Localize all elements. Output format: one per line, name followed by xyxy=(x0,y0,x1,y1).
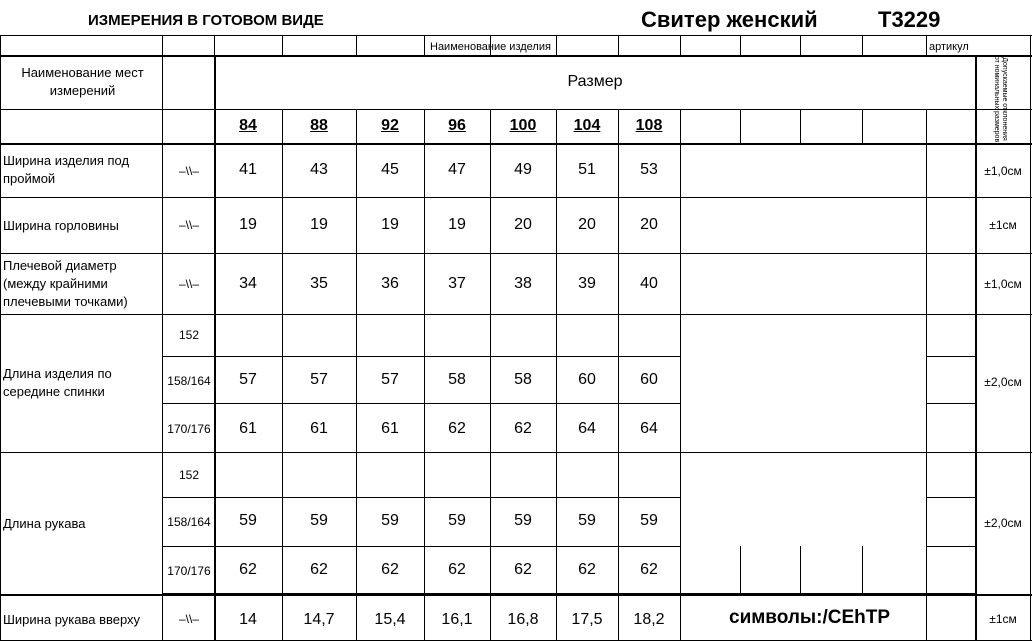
grid-hline xyxy=(0,109,1032,110)
tolerance-chest: ±1,0см xyxy=(984,164,1022,178)
grid-vline xyxy=(214,35,215,55)
row-label-sleeve: Длина рукава xyxy=(3,516,86,531)
grid-hline xyxy=(976,253,1032,254)
value-cell: 62 xyxy=(239,561,257,578)
grid-vline xyxy=(926,35,927,55)
value-cell: 62 xyxy=(381,561,399,578)
value-cell: 59 xyxy=(239,512,257,529)
grid-vline xyxy=(800,35,801,55)
grid-vline xyxy=(740,109,741,143)
grid-vline xyxy=(862,109,863,143)
height-170-176-length: 170/176 xyxy=(167,422,211,436)
height-152-length: 152 xyxy=(178,328,200,342)
value-cell: 35 xyxy=(310,275,328,292)
value-cell: 62 xyxy=(640,561,658,578)
value-cell: 16,1 xyxy=(441,611,473,628)
tolerance-shoulder: ±1,0см xyxy=(984,277,1022,291)
grid-vline xyxy=(490,314,491,640)
grid-vline xyxy=(680,143,681,640)
grid-hline xyxy=(976,197,1032,198)
grid-vline xyxy=(618,314,619,640)
value-cell: 59 xyxy=(310,512,328,529)
grid-vline xyxy=(862,546,863,594)
grid-vline xyxy=(214,55,216,640)
grid-hline xyxy=(976,452,1032,453)
grid-hline xyxy=(976,314,1032,315)
value-cell: 40 xyxy=(640,275,658,292)
grid-vline xyxy=(800,109,801,143)
value-cell: 45 xyxy=(381,161,399,178)
size-100: 100 xyxy=(509,117,537,134)
value-cell: 62 xyxy=(448,420,466,437)
height-158-164-sleeve: 158/164 xyxy=(167,515,211,529)
value-cell: 39 xyxy=(578,275,596,292)
row-label-shoulder: Плечевой диаметр (между крайними плечевыми точками) xyxy=(3,258,128,309)
row-label-chest: Ширина изделия под проймой xyxy=(3,153,130,186)
value-cell: 37 xyxy=(448,275,466,292)
grid-hline xyxy=(162,497,680,498)
height-158-164-length: 158/164 xyxy=(167,374,211,388)
grid-vline xyxy=(680,109,681,143)
size-88: 88 xyxy=(310,117,328,134)
value-cell: 20 xyxy=(640,216,658,233)
grid-vline xyxy=(862,35,863,55)
grid-vline xyxy=(356,35,357,55)
value-cell: 51 xyxy=(578,161,596,178)
grid-hline xyxy=(0,314,976,315)
grid-vline xyxy=(282,35,283,55)
value-cell: 57 xyxy=(310,371,328,388)
value-cell: 59 xyxy=(514,512,532,529)
grid-vline xyxy=(800,546,801,594)
grid-hline xyxy=(0,143,1032,145)
grid-hline xyxy=(0,35,1032,36)
value-cell: 20 xyxy=(578,216,596,233)
sheet-title: ИЗМЕРЕНИЯ В ГОТОВОМ ВИДЕ xyxy=(88,12,324,29)
row-label-sleeve-top: Ширина рукава вверху xyxy=(3,612,141,627)
value-cell: 15,4 xyxy=(374,611,406,628)
value-cell: 62 xyxy=(514,561,532,578)
row-marker-neck: –\\– xyxy=(178,218,199,232)
tolerance-neck: ±1см xyxy=(989,218,1017,232)
grid-hline xyxy=(162,356,680,357)
value-cell: 36 xyxy=(381,275,399,292)
symbols-note: символы:/CEhTP xyxy=(729,607,891,628)
value-cell: 34 xyxy=(239,275,257,292)
value-cell: 16,8 xyxy=(507,611,539,628)
grid-vline xyxy=(1030,35,1031,640)
value-cell: 59 xyxy=(448,512,466,529)
value-cell: 59 xyxy=(578,512,596,529)
value-cell: 62 xyxy=(310,561,328,578)
value-cell: 19 xyxy=(239,216,257,233)
value-cell: 59 xyxy=(381,512,399,529)
value-cell: 19 xyxy=(310,216,328,233)
row-marker-shoulder: –\\– xyxy=(178,277,199,291)
grid-hline xyxy=(0,594,1032,596)
value-cell: 57 xyxy=(381,371,399,388)
product-label: Наименование изделия xyxy=(430,41,551,53)
grid-vline xyxy=(740,546,741,594)
value-cell: 19 xyxy=(381,216,399,233)
value-cell: 19 xyxy=(448,216,466,233)
value-cell: 59 xyxy=(640,512,658,529)
grid-hline xyxy=(0,55,1032,57)
size-84: 84 xyxy=(239,117,257,134)
grid-vline xyxy=(740,35,741,55)
value-cell: 14,7 xyxy=(303,611,335,628)
tolerance-sleeve: ±2,0см xyxy=(984,516,1022,530)
grid-hline xyxy=(0,197,976,198)
tolerance-length: ±2,0см xyxy=(984,375,1022,389)
value-cell: 53 xyxy=(640,161,658,178)
row-label-neck: Ширина горловины xyxy=(3,218,119,233)
size-96: 96 xyxy=(448,117,466,134)
value-cell: 20 xyxy=(514,216,532,233)
grid-vline xyxy=(162,35,163,640)
value-cell: 38 xyxy=(514,275,532,292)
value-cell: 47 xyxy=(448,161,466,178)
grid-hline xyxy=(926,356,976,357)
row-marker-chest: –\\– xyxy=(178,164,199,178)
value-cell: 62 xyxy=(448,561,466,578)
value-cell: 18,2 xyxy=(633,611,665,628)
value-cell: 58 xyxy=(448,371,466,388)
tolerance-sleeve-top: ±1см xyxy=(989,612,1017,626)
grid-hline xyxy=(162,403,680,404)
value-cell: 61 xyxy=(310,420,328,437)
value-cell: 58 xyxy=(514,371,532,388)
grid-hline xyxy=(926,403,976,404)
grid-hline xyxy=(926,546,976,547)
product-code: Т3229 xyxy=(878,7,941,32)
value-cell: 57 xyxy=(239,371,257,388)
grid-vline xyxy=(926,109,927,640)
value-cell: 62 xyxy=(578,561,596,578)
grid-vline xyxy=(282,314,283,640)
value-cell: 14 xyxy=(239,611,257,628)
grid-vline xyxy=(424,35,425,55)
value-cell: 60 xyxy=(578,371,596,388)
product-name: Свитер женский xyxy=(641,7,818,32)
value-cell: 61 xyxy=(239,420,257,437)
value-cell: 17,5 xyxy=(571,611,603,628)
size-108: 108 xyxy=(635,117,663,134)
grid-hline xyxy=(0,640,1032,641)
size-header: Размер xyxy=(567,73,623,90)
grid-hline xyxy=(926,497,976,498)
grid-vline xyxy=(356,314,357,640)
place-header: Наименование мест измерений xyxy=(21,65,144,98)
height-170-176-sleeve: 170/176 xyxy=(167,564,211,578)
grid-vline xyxy=(618,35,619,55)
size-92: 92 xyxy=(381,117,399,134)
value-cell: 60 xyxy=(640,371,658,388)
grid-vline xyxy=(0,35,1,640)
grid-vline xyxy=(680,35,681,55)
value-cell: 62 xyxy=(514,420,532,437)
value-cell: 64 xyxy=(578,420,596,437)
value-cell: 61 xyxy=(381,420,399,437)
grid-vline xyxy=(424,314,425,640)
value-cell: 41 xyxy=(239,161,257,178)
tolerance-header: Допускаемые отклонения от номинальных размеров xyxy=(993,56,1008,142)
value-cell: 49 xyxy=(514,161,532,178)
row-label-length: Длина изделия по середине спинки xyxy=(3,366,112,399)
grid-hline xyxy=(0,452,976,453)
grid-hline xyxy=(162,546,680,547)
height-152-sleeve: 152 xyxy=(178,468,200,482)
value-cell: 64 xyxy=(640,420,658,437)
grid-hline xyxy=(0,253,976,254)
grid-vline xyxy=(556,314,557,640)
article-label: артикул xyxy=(929,41,969,53)
size-104: 104 xyxy=(573,117,601,134)
grid-vline xyxy=(556,35,557,55)
value-cell: 43 xyxy=(310,161,328,178)
row-marker-sleeve-top: –\\– xyxy=(178,612,199,626)
grid-vline xyxy=(975,55,977,640)
